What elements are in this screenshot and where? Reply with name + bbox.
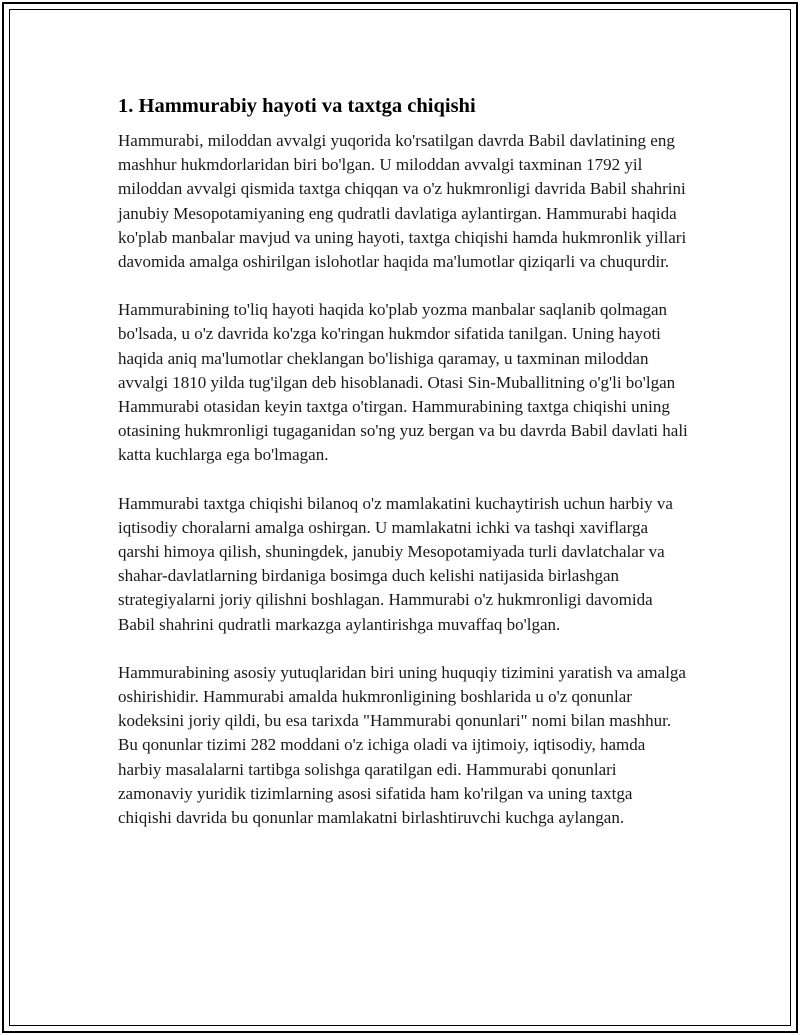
paragraph-3: Hammurabi taxtga chiqishi bilanoq o'z mamlakatini kuchaytirish uchun harbiy va iqtisodiy choralarni amalga oshirgan. U mamlakatni ichki va tashqi xaviflarga qarshi himoya qilish, shuningdek, janubiy Mesopotamiyada turli davlatchalar va shahar-davlatlarning birdaniga bosimga duch kelishi natijasida birlashgan strategiyalarni joriy qilishni boshlagan. Hammurabi o'z hukmronligi davomida Babil shahrini qudratli markazga aylantirishga muvaffaq bo'lgan.	[118, 493, 673, 634]
paragraph-4: Hammurabining asosiy yutuqlaridan biri uning huquqiy tizimini yaratish va amalga oshirishidir. Hammurabi amalda hukmronligining boshlarida u o'z qonunlar kodeksini joriy qildi, bu esa tarixda "Hammurabi qonunlari" nomi bilan mashhur. Bu qonunlar tizimi 282 moddani o'z ichiga oladi va ijtimoiy, iqtisodiy, hamda harbiy masalalarni tartibga solishga qaratilgan edi. Hammurabi qonunlari zamonaviy yuridik tizimlarning asosi sifatida ham ko'rilgan va uning taxtga chiqishi davrida bu qonunlar mamlakatni birlashtiruvchi kuchga aylangan.	[118, 662, 686, 828]
paragraph-1: Hammurabi, miloddan avvalgi yuqorida ko'rsatilgan davrda Babil davlatining eng mashhur hukmdorlaridan biri bo'lgan. U miloddan avvalgi taxminan 1792 yil miloddan avvalgi qismida taxtga chiqqan va o'z hukmronligi davrida Babil shahrini janubiy Mesopotamiyaning eng qudratli davlatiga aylantirgan. Hammurabi haqida ko'plab manbalar mavjud va uning hayoti, taxtga chiqishi hamda hukmronlik yillari davomida amalga oshirilgan islohotlar haqida ma'lumotlar qiziqarli va chuqurdir.	[118, 131, 687, 272]
section-heading: 1. Hammurabiy hayoti va taxtga chiqishi	[118, 95, 476, 117]
document-body	[118, 93, 688, 854]
paragraph-2: Hammurabining to'liq hayoti haqida ko'plab yozma manbalar saqlanib qolmagan bo'lsada, u o'z davrida ko'zga ko'ringan hukmdor sifatida tanilgan. Uning hayoti haqida aniq ma'lumotlar cheklangan bo'lishiga qaramay, u taxminan miloddan avvalgi 1810 yilda tug'ilgan deb hisoblanadi. Otasi Sin-Muballitning o'g'li bo'lgan Hammurabi otasidan keyin taxtga o'tirgan. Hammurabining taxtga chiqishi uning otasining hukmronligi tugaganidan so'ng yuz bergan va bu davrda Babil davlati hali katta kuchlarga ega bo'lmagan.	[118, 300, 688, 465]
